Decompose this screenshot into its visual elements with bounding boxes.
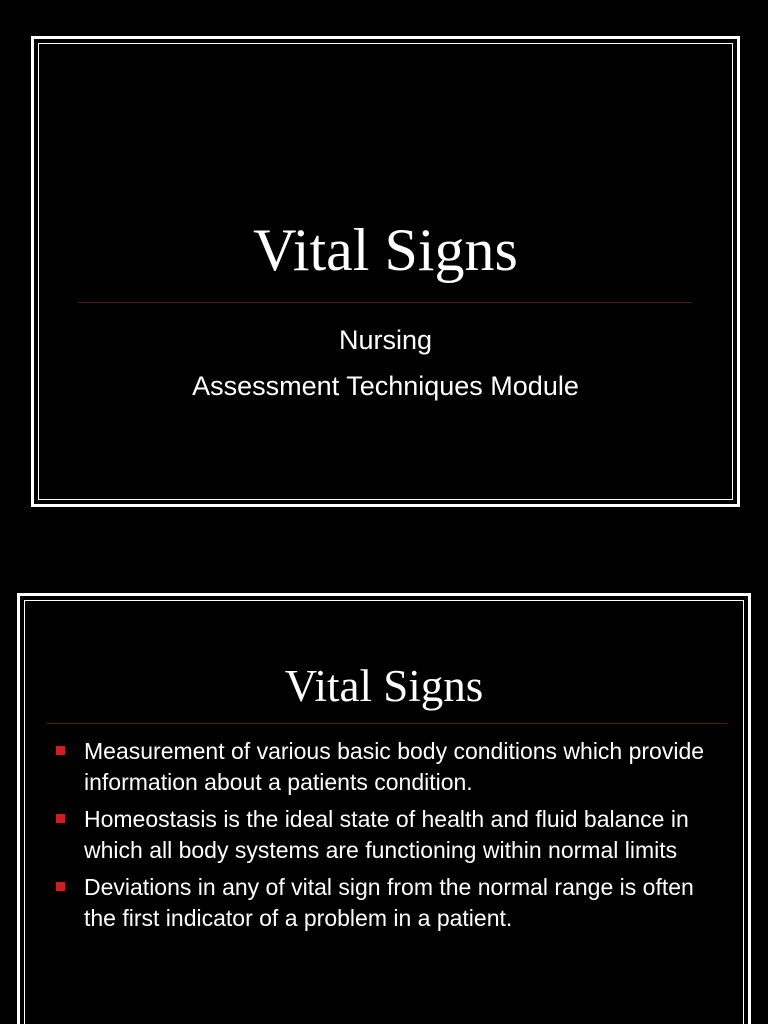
- square-bullet-icon: [56, 746, 65, 755]
- bullet-item: [56, 804, 716, 866]
- slide-subtitle-line-2: Assessment Techniques Module: [192, 371, 579, 401]
- title-divider: [78, 302, 692, 303]
- content-slide: [17, 593, 751, 1024]
- slide-title: Vital Signs: [253, 217, 518, 283]
- bullet-text: Measurement of various basic body conditions which provide information about a patients condition.: [84, 738, 705, 795]
- slide-title: Vital Signs: [284, 661, 484, 711]
- bullet-item: [56, 736, 716, 798]
- bullet-list: [56, 736, 716, 940]
- bullet-item: [56, 872, 716, 934]
- square-bullet-icon: [56, 882, 65, 891]
- bullet-text: Deviations in any of vital sign from the normal range is often the first indicator of a problem in a patient.: [84, 874, 694, 931]
- title-slide: [31, 36, 740, 507]
- title-divider: [46, 723, 728, 724]
- square-bullet-icon: [56, 814, 65, 823]
- slide-subtitle-line-1: Nursing: [338, 325, 433, 355]
- bullet-text: Homeostasis is the ideal state of health and fluid balance in which all body systems are functioning within normal limits: [84, 806, 689, 863]
